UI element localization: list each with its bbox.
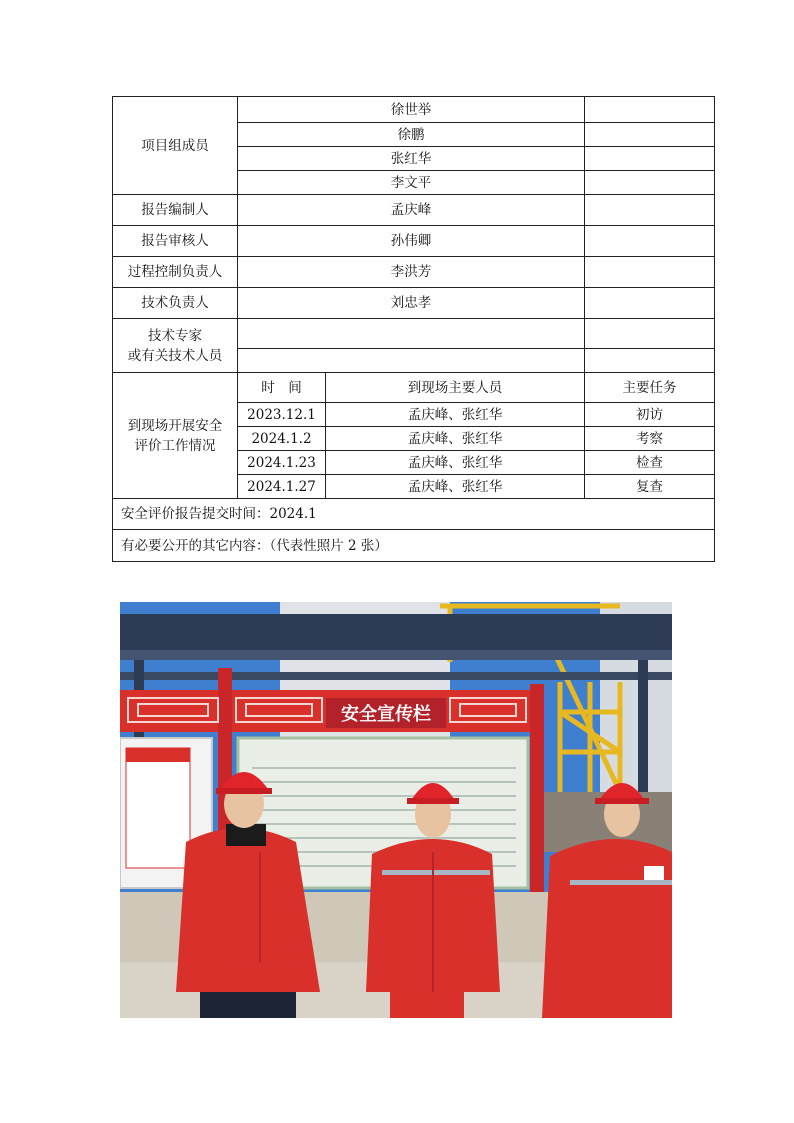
role-name: 孙伟卿 xyxy=(238,226,585,257)
visit-date: 2024.1.27 xyxy=(238,475,326,499)
member-name: 张红华 xyxy=(238,147,585,171)
visit-people: 孟庆峰、张红华 xyxy=(326,427,585,451)
visit-task: 复查 xyxy=(585,475,715,499)
member-name: 徐世举 xyxy=(238,97,585,123)
header-time: 时 间 xyxy=(238,373,326,403)
canopy-roof xyxy=(120,614,672,650)
experts-label xyxy=(113,319,238,373)
site-photo xyxy=(120,602,672,1018)
project-info-table xyxy=(112,96,715,562)
role-label: 技术负责人 xyxy=(113,288,238,319)
visit-people: 孟庆峰、张红华 xyxy=(326,451,585,475)
visits-label xyxy=(113,373,238,499)
role-label: 过程控制负责人 xyxy=(113,257,238,288)
empty-cell xyxy=(585,288,715,319)
experts-label-line1: 技术专家 xyxy=(148,327,202,344)
site-photo-illustration xyxy=(120,602,672,1018)
empty-cell xyxy=(585,97,715,123)
canopy-beam xyxy=(120,672,672,680)
visit-date: 2024.1.23 xyxy=(238,451,326,475)
empty-cell xyxy=(585,319,715,349)
visit-date: 2023.12.1 xyxy=(238,403,326,427)
visit-task: 检查 xyxy=(585,451,715,475)
visits-label-line2: 评价工作情况 xyxy=(134,437,216,454)
other-content: 有必要公开的其它内容：（代表性照片 2 张） xyxy=(113,530,715,562)
submit-time: 安全评价报告提交时间：2024.1 xyxy=(113,499,715,530)
member-name: 李文平 xyxy=(238,171,585,195)
visit-people: 孟庆峰、张红华 xyxy=(326,475,585,499)
visit-date: 2024.1.2 xyxy=(238,427,326,451)
empty-cell xyxy=(585,195,715,226)
visit-people: 孟庆峰、张红华 xyxy=(326,403,585,427)
empty-cell xyxy=(238,319,585,349)
empty-cell xyxy=(238,349,585,373)
empty-cell xyxy=(585,349,715,373)
role-name: 刘忠孝 xyxy=(238,288,585,319)
member-name: 徐鹏 xyxy=(238,123,585,147)
empty-cell xyxy=(585,147,715,171)
role-name: 孟庆峰 xyxy=(238,195,585,226)
sign-text: 安全宣传栏 xyxy=(341,704,431,725)
role-name: 李洪芳 xyxy=(238,257,585,288)
experts-label-line2: 或有关技术人员 xyxy=(127,347,223,364)
visits-label-line1: 到现场开展安全 xyxy=(127,417,223,434)
role-label: 报告审核人 xyxy=(113,226,238,257)
header-people: 到现场主要人员 xyxy=(326,373,585,403)
members-label: 项目组成员 xyxy=(113,97,238,195)
safety-card xyxy=(126,748,190,868)
canopy-beam xyxy=(120,650,672,660)
empty-cell xyxy=(585,257,715,288)
empty-cell xyxy=(585,171,715,195)
empty-cell xyxy=(585,123,715,147)
role-label: 报告编制人 xyxy=(113,195,238,226)
visit-task: 考察 xyxy=(585,427,715,451)
empty-cell xyxy=(585,226,715,257)
header-task: 主要任务 xyxy=(585,373,715,403)
safety-card-header xyxy=(126,748,190,762)
visit-task: 初访 xyxy=(585,403,715,427)
